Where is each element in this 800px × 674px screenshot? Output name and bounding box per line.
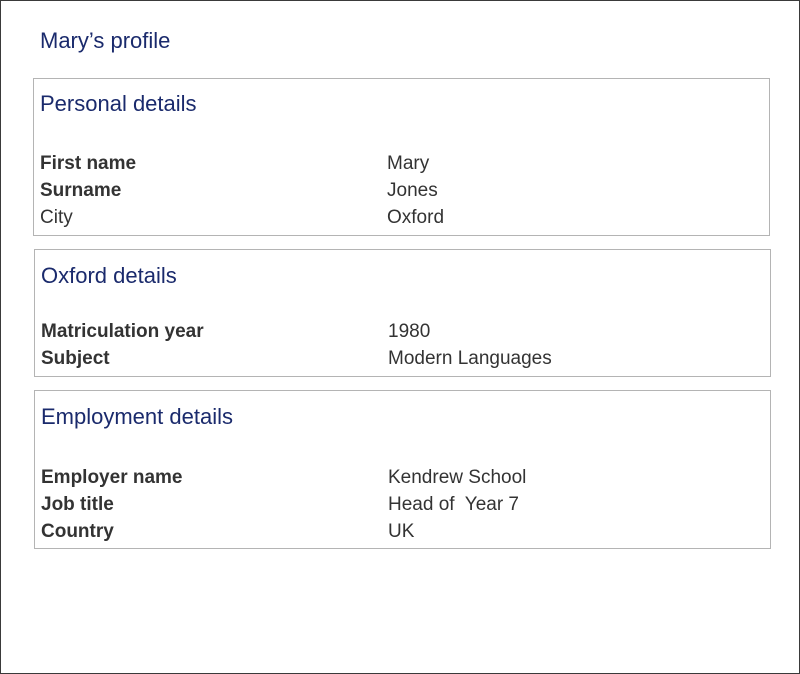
detail-value: Jones <box>387 180 438 201</box>
oxford-details-panel <box>34 249 771 377</box>
detail-row-surname <box>40 177 763 204</box>
detail-row-employer-name <box>41 464 764 491</box>
detail-value: Kendrew School <box>388 467 527 488</box>
detail-value: 1980 <box>388 321 431 342</box>
detail-value: Modern Languages <box>388 348 552 369</box>
detail-label: City <box>40 207 73 228</box>
personal-details-panel <box>33 78 770 236</box>
panel-heading: Personal details <box>40 91 197 116</box>
detail-value: UK <box>388 521 415 542</box>
detail-row-city <box>40 204 763 231</box>
detail-label: Matriculation year <box>41 321 204 342</box>
detail-row-country <box>41 518 764 545</box>
detail-label: Job title <box>41 494 114 515</box>
detail-value: Mary <box>387 153 430 174</box>
employment-details-panel <box>34 390 771 549</box>
panel-heading: Employment details <box>41 404 233 429</box>
detail-label: Surname <box>40 180 122 201</box>
detail-row-matriculation-year <box>41 318 764 345</box>
detail-label: First name <box>40 153 137 174</box>
panel-heading: Oxford details <box>41 263 177 288</box>
detail-value: Head of Year 7 <box>388 494 519 515</box>
detail-row-job-title <box>41 491 764 518</box>
detail-label: Subject <box>41 348 110 369</box>
page-title: Mary’s profile <box>40 28 171 53</box>
detail-label: Country <box>41 521 114 542</box>
detail-label: Employer name <box>41 467 183 488</box>
detail-row-subject <box>41 345 764 372</box>
detail-value: Oxford <box>387 207 445 228</box>
detail-row-first-name <box>40 150 763 177</box>
